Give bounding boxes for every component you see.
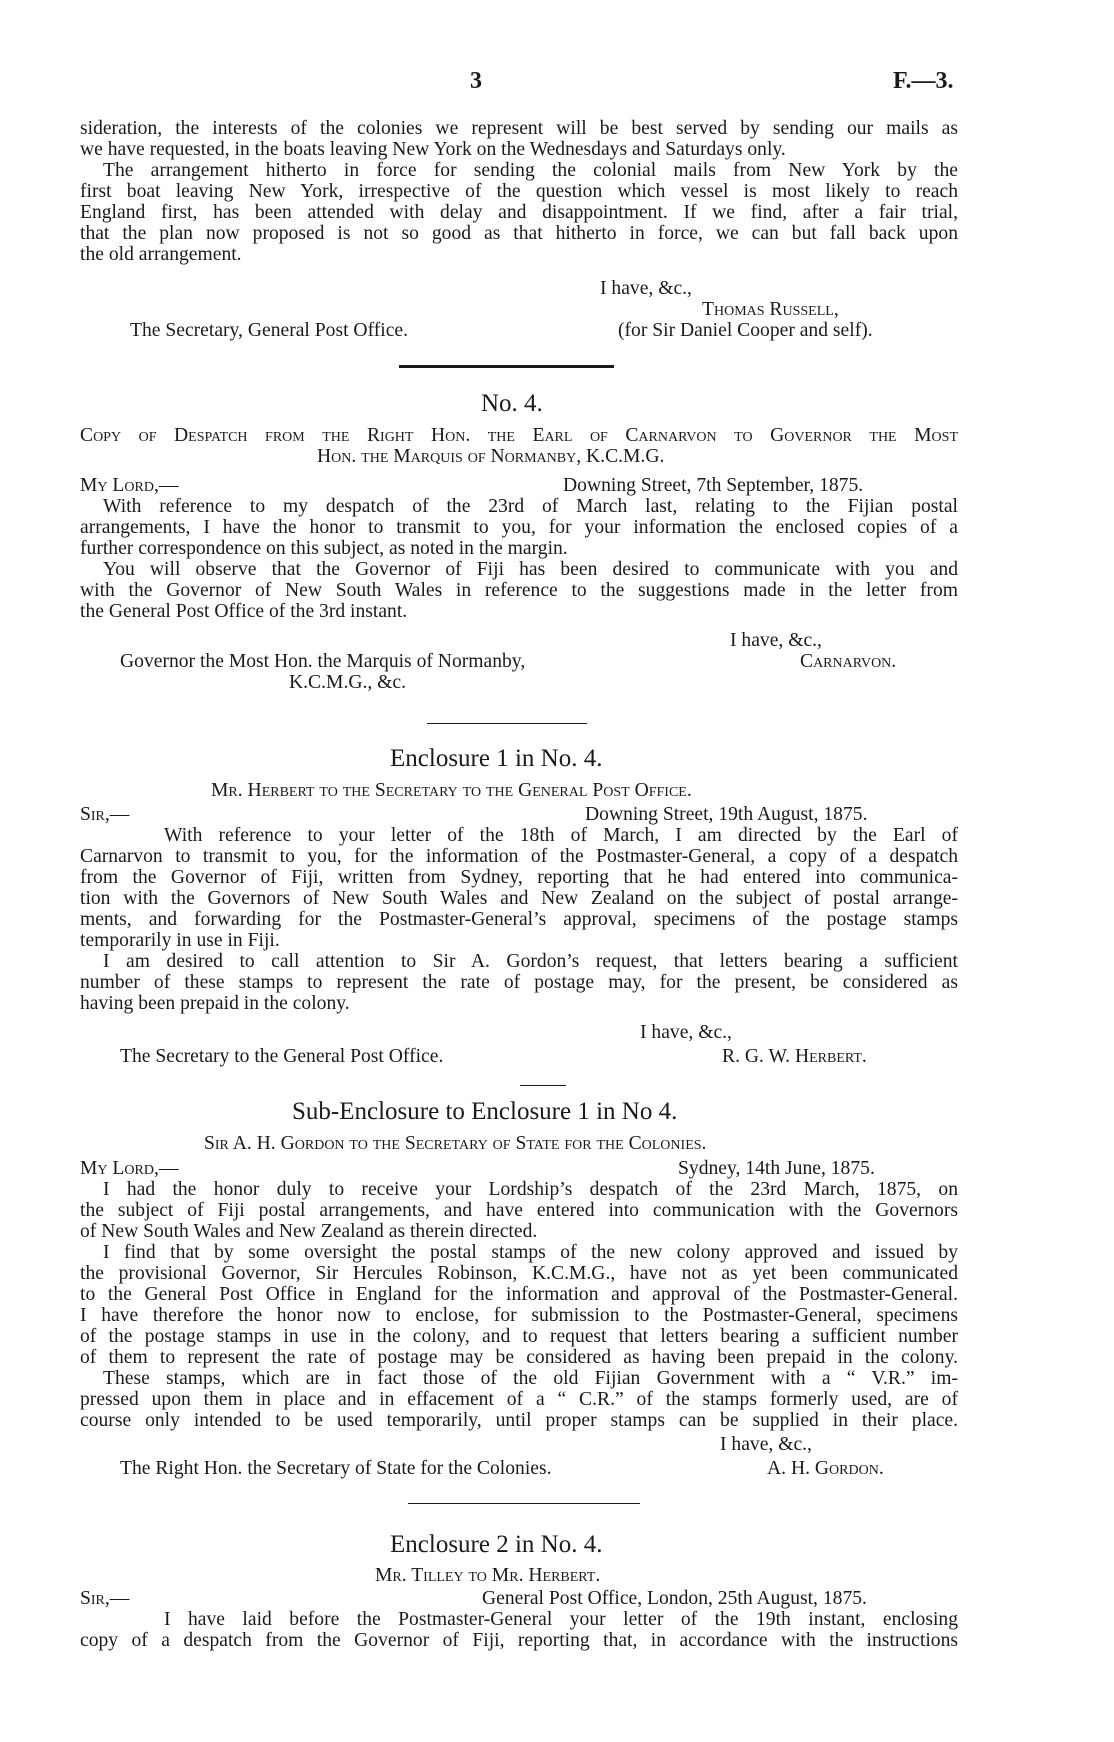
body-line: the provisional Governor, Sir Hercules Robinson, K.C.M.G., have not as yet been communicated: [80, 1263, 958, 1284]
section-title: Enclosure 1 in No. 4.: [390, 745, 603, 772]
addressee: Governor the Most Hon. the Marquis of Normanby,: [120, 651, 526, 672]
place-date: General Post Office, London, 25th August, 1875.: [482, 1588, 867, 1609]
addressee: K.C.M.G., &c.: [289, 672, 407, 693]
body-line: the old arrangement.: [80, 244, 242, 265]
closing: I have, &c.,: [720, 1434, 812, 1455]
section-heading: Mr. Herbert to the Secretary to the General Post Office.: [211, 780, 692, 801]
signatory-note: (for Sir Daniel Cooper and self).: [618, 320, 873, 341]
place-date: Sydney, 14th June, 1875.: [678, 1158, 875, 1179]
body-line: of the postage stamps in use in the colony, and to request that letters bearing a sufficient number: [80, 1326, 958, 1347]
section-divider: [408, 1503, 640, 1504]
body-line: with the Governor of New South Wales in reference to the suggestions made in the letter from: [80, 580, 958, 601]
body-line: pressed upon them in place and in effacement of a “ C.R.” of the stamps formerly used, are of: [80, 1389, 958, 1410]
signatory: Carnarvon.: [800, 651, 897, 672]
section-divider: [520, 1085, 566, 1086]
signatory: Thomas Russell,: [702, 299, 839, 320]
section-divider: [427, 723, 587, 724]
body-line: temporarily in use in Fiji.: [80, 930, 280, 951]
body-line: I had the honor duly to receive your Lordship’s despatch of the 23rd March, 1875, on: [103, 1179, 958, 1200]
body-line: that the plan now proposed is not so good as that hitherto in force, we can but fall back upon: [80, 223, 958, 244]
signatory: A. H. Gordon.: [767, 1458, 884, 1479]
section-heading: Copy of Despatch from the Right Hon. the Earl of Carnarvon to Governor the Most: [80, 425, 958, 446]
body-line: I am desired to call attention to Sir A. Gordon’s request, that letters bearing a sufficient: [103, 951, 958, 972]
page-number: 3: [470, 68, 482, 94]
body-line: England first, has been attended with delay and disappointment. If we find, after a fair trial,: [80, 202, 958, 223]
body-line: With reference to your letter of the 18th of March, I am directed by the Earl of: [164, 825, 958, 846]
body-line: further correspondence on this subject, as noted in the margin.: [80, 538, 568, 559]
body-line: I have laid before the Postmaster-General your letter of the 19th instant, enclosing: [164, 1609, 958, 1630]
addressee: The Secretary, General Post Office.: [130, 320, 409, 341]
body-line: having been prepaid in the colony.: [80, 993, 350, 1014]
section-title: No. 4.: [481, 390, 543, 417]
closing: I have, &c.,: [600, 278, 692, 299]
section-heading: Mr. Tilley to Mr. Herbert.: [375, 1565, 601, 1586]
body-line: course only intended to be used temporarily, until proper stamps can be supplied in their place.: [80, 1410, 958, 1431]
body-line: The arrangement hitherto in force for sending the colonial mails from New York by the: [103, 160, 958, 181]
addressee: The Right Hon. the Secretary of State for the Colonies.: [120, 1458, 552, 1479]
closing: I have, &c.,: [640, 1022, 732, 1043]
closing: I have, &c.,: [730, 630, 822, 651]
place-date: Downing Street, 19th August, 1875.: [585, 804, 868, 825]
body-line: tion with the Governors of New South Wales and New Zealand on the subject of postal arrange-: [80, 888, 958, 909]
body-line: from the Governor of Fiji, written from Sydney, reporting that he had entered into communica-: [80, 867, 958, 888]
body-line: we have requested, in the boats leaving New York on the Wednesdays and Saturdays only.: [80, 139, 786, 160]
body-line: to the General Post Office in England for the information and approval of the Postmaster-General.: [80, 1284, 958, 1305]
body-line: copy of a despatch from the Governor of Fiji, reporting that, in accordance with the instructions: [80, 1630, 958, 1651]
place-date: Downing Street, 7th September, 1875.: [563, 475, 864, 496]
body-line: the General Post Office of the 3rd instant.: [80, 601, 408, 622]
section-heading: Hon. the Marquis of Normanby, K.C.M.G.: [317, 446, 665, 467]
signatory: R. G. W. Herbert.: [722, 1046, 867, 1067]
body-line: Carnarvon to transmit to you, for the information of the Postmaster-General, a copy of a despatch: [80, 846, 958, 867]
salutation: My Lord,—: [80, 475, 179, 496]
addressee: The Secretary to the General Post Office.: [120, 1046, 444, 1067]
body-line: sideration, the interests of the colonies we represent will be best served by sending our mails as: [80, 118, 958, 139]
section-heading: Sir A. H. Gordon to the Secretary of State for the Colonies.: [204, 1133, 707, 1154]
salutation: Sir,—: [80, 804, 130, 825]
body-line: of them to represent the rate of postage may be considered as having been prepaid in the colony.: [80, 1347, 958, 1368]
body-line: You will observe that the Governor of Fiji has been desired to communicate with you and: [103, 559, 958, 580]
document-reference: F.—3.: [893, 68, 954, 94]
body-line: the subject of Fiji postal arrangements, and have entered into communication with the Governors: [80, 1200, 958, 1221]
body-line: With reference to my despatch of the 23rd of March last, relating to the Fijian postal: [103, 496, 958, 517]
body-line: arrangements, I have the honor to transmit to you, for your information the enclosed copies of a: [80, 517, 958, 538]
body-line: number of these stamps to represent the rate of postage may, for the present, be considered as: [80, 972, 958, 993]
salutation: Sir,—: [80, 1588, 130, 1609]
body-line: ments, and forwarding for the Postmaster-General’s approval, specimens of the postage stamps: [80, 909, 958, 930]
body-line: of New South Wales and New Zealand as therein directed.: [80, 1221, 538, 1242]
section-divider: [399, 365, 614, 368]
body-line: These stamps, which are in fact those of the old Fijian Government with a “ V.R.” im-: [103, 1368, 958, 1389]
salutation: My Lord,—: [80, 1158, 179, 1179]
body-line: first boat leaving New York, irrespective of the question which vessel is most likely to reach: [80, 181, 958, 202]
body-line: I have therefore the honor now to enclose, for submission to the Postmaster-General, specimens: [80, 1305, 958, 1326]
body-line: I find that by some oversight the postal stamps of the new colony approved and issued by: [103, 1242, 958, 1263]
section-title: Sub-Enclosure to Enclosure 1 in No 4.: [292, 1098, 678, 1125]
section-title: Enclosure 2 in No. 4.: [390, 1531, 603, 1558]
